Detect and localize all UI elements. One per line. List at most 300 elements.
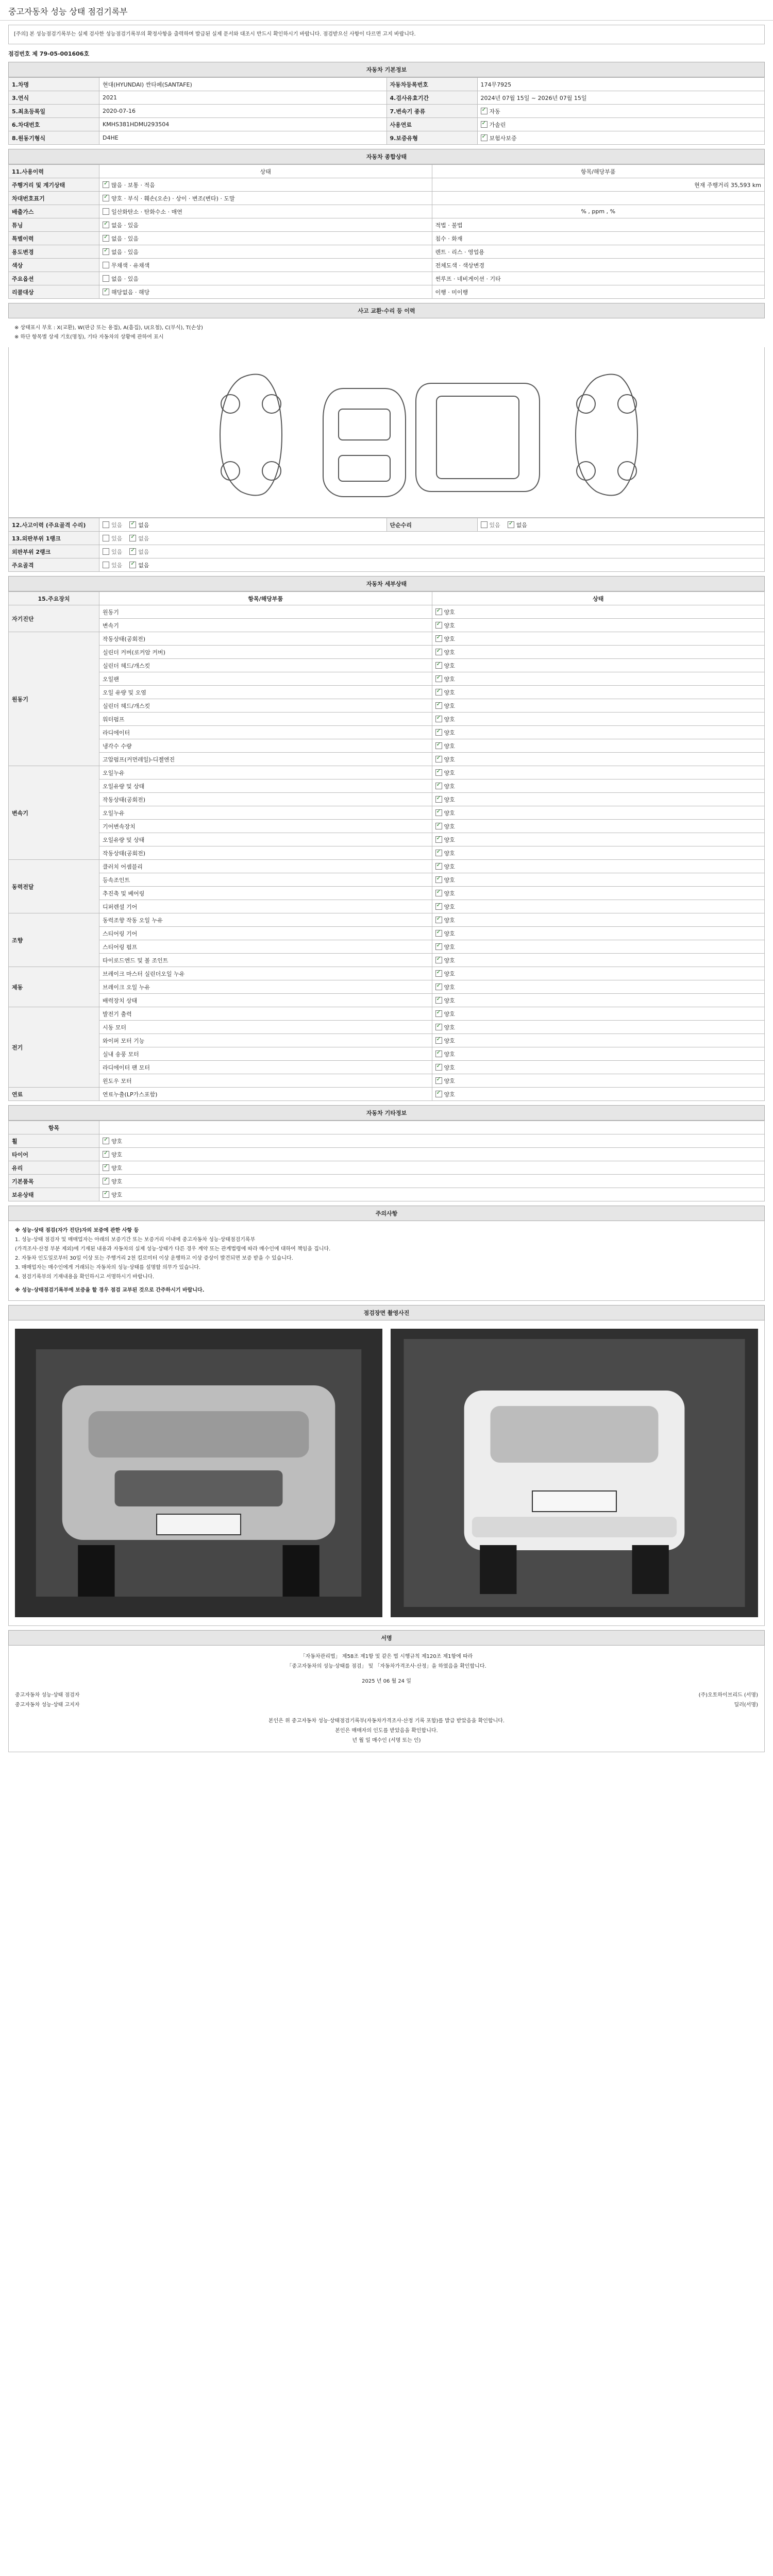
detail-item: 오일팬 [99, 672, 432, 686]
detail-group: 제동 [9, 967, 99, 1007]
photos-section [8, 1305, 765, 1626]
other-item: 유리 [9, 1161, 99, 1175]
check-icon [481, 108, 488, 114]
detail-status-text: 양호 [444, 943, 455, 951]
detail-row [9, 713, 765, 726]
detail-item: 실린더 커버(로커암 커버) [99, 646, 432, 659]
checkbox-icon [103, 262, 109, 268]
detail-item: 스티어링 펌프 [99, 940, 432, 954]
basic-v1-3: KMHS381HDMU293504 [99, 118, 386, 131]
detail-status-text: 양호 [444, 622, 455, 629]
detail-group: 원동기 [9, 632, 99, 766]
basic-v2-3 [477, 118, 764, 131]
damage-section [8, 303, 765, 572]
detail-row [9, 739, 765, 753]
overall-x-7: 전체도색 · 색상변경 [432, 259, 764, 272]
notes-title: 주의사항 [8, 1206, 765, 1221]
basic-v1-1: 2021 [99, 91, 386, 105]
detail-item: 작동상태(공회전) [99, 632, 432, 646]
exterior-value: 있음✓ 없음 [99, 532, 765, 545]
detail-status [432, 846, 764, 860]
checkbox-icon [103, 275, 109, 282]
detail-status [432, 873, 764, 887]
detail-row [9, 699, 765, 713]
signature-row-2 [15, 1700, 758, 1710]
detail-status-text: 양호 [444, 783, 455, 790]
mileage-options: 많음 · 보통 · 적음 [111, 181, 155, 189]
overall-x-2 [432, 192, 764, 205]
check-icon [435, 1050, 442, 1057]
detail-item: 추진축 및 베어링 [99, 887, 432, 900]
basic-v1-4: D4HE [99, 131, 386, 145]
detail-status [432, 779, 764, 793]
detail-status-text: 양호 [444, 970, 455, 977]
detail-status [432, 940, 764, 954]
basic-v2-4 [477, 131, 764, 145]
checkbox-icon [103, 208, 109, 215]
check-icon [435, 836, 442, 843]
overall-k-4: 튜닝 [9, 218, 99, 232]
fuel-value: 가솔린 [489, 121, 506, 128]
basic-k1-3: 6.차대번호 [9, 118, 99, 131]
accident-value: 있음✓ 없음 [99, 518, 386, 532]
detail-status [432, 753, 764, 766]
detail-status-text: 양호 [444, 1050, 455, 1058]
check-icon [435, 1091, 442, 1097]
detail-status-text: 양호 [444, 863, 455, 870]
check-icon [103, 235, 109, 242]
detail-item: 클러치 어셈블리 [99, 860, 432, 873]
other-status-text: 양호 [111, 1191, 123, 1198]
document-number: 점검번호 제 79-05-001606호 [8, 50, 90, 57]
signature-footer-1: 본인은 위 중고자동차 성능·상태점검기록부(자동차가격조사·산정 기록 포함)를 발급 받았음을 확인합니다. [268, 1718, 505, 1724]
dealer-label: 중고자동차 성능·상태 고지자 [15, 1702, 80, 1708]
detail-status [432, 619, 764, 632]
signature-footer-2: 본인은 매매자의 인도를 받았음을 확인합니다. [335, 1728, 438, 1734]
notes-heading: ※ 성능·상태 점검(자가 진단)자의 보증에 관한 사항 등 [15, 1228, 139, 1233]
detail-status-text: 양호 [444, 1024, 455, 1031]
detail-status [432, 739, 764, 753]
detail-item: 오일유량 및 상태 [99, 833, 432, 846]
simple-value: 있음✓ 없음 [477, 518, 764, 532]
detail-status-text: 양호 [444, 1010, 455, 1018]
overall-v-2 [99, 192, 432, 205]
check-icon [435, 863, 442, 870]
detail-item: 원동기 [99, 605, 432, 619]
detail-status [432, 887, 764, 900]
basic-v1-2: 2020-07-16 [99, 105, 386, 118]
warranty-value: 보험사보증 [489, 134, 517, 142]
damage-legend-1: ※ 상태표시 부호 : X(교환), W(판금 또는 용접), A(흠집), U(요철), C(부식), T(손상) [14, 325, 203, 331]
detail-status [432, 713, 764, 726]
other-section [8, 1105, 765, 1201]
detail-item: 변속기 [99, 619, 432, 632]
check-icon [435, 1024, 442, 1030]
basic-info-title: 자동차 기본정보 [8, 62, 765, 77]
detail-group: 동력전달 [9, 860, 99, 913]
signature-row-1 [15, 1690, 758, 1700]
detail-row [9, 1074, 765, 1088]
basic-info-section [8, 62, 765, 145]
notes-box [8, 1221, 765, 1301]
check-icon [435, 850, 442, 856]
detail-status-text: 양호 [444, 716, 455, 723]
overall-v-6 [99, 245, 432, 259]
detail-status-text: 양호 [444, 1091, 455, 1098]
other-status [99, 1148, 765, 1161]
check-icon [435, 876, 442, 883]
detail-item: 배력장치 상태 [99, 994, 432, 1007]
basic-k1-0: 1.차명 [9, 78, 99, 91]
overall-k-1: 주행거리 및 계기상태 [9, 178, 99, 192]
detail-status-text: 양호 [444, 823, 455, 830]
other-status-text: 양호 [111, 1138, 123, 1145]
other-row [9, 1175, 765, 1188]
overall-k-3: 배출가스 [9, 205, 99, 218]
detail-row [9, 980, 765, 994]
overall-k-8: 주요옵션 [9, 272, 99, 285]
checkbox-icon [103, 535, 109, 541]
check-icon [435, 689, 442, 696]
detail-item: 동력조향 작동 오일 누유 [99, 913, 432, 927]
accident-value-text: 없음 [138, 521, 149, 529]
other-item: 기본품목 [9, 1175, 99, 1188]
signature-line-2: 「중고자동차의 성능·상태를 점검」 및 「자동차가격조사·산정」을 하였음을 확인합니다. [287, 1664, 486, 1669]
check-icon [435, 716, 442, 722]
detail-status-text: 양호 [444, 689, 455, 696]
check-icon [435, 729, 442, 736]
detail-item: 시동 모터 [99, 1021, 432, 1034]
document-title: 중고자동차 성능 상태 점검기록부 [0, 0, 773, 21]
check-icon [435, 662, 442, 669]
overall-v-3 [99, 205, 432, 218]
check-icon [103, 1151, 109, 1158]
detail-status [432, 793, 764, 806]
detail-row [9, 672, 765, 686]
detail-item: 오일 유량 및 오염 [99, 686, 432, 699]
notes-emphasis: ※ 성능·상태점검기록부에 보증을 할 경우 점검 교부된 것으로 간주하시기 바랍니다. [15, 1287, 205, 1293]
detail-item: 워터펌프 [99, 713, 432, 726]
check-icon [103, 289, 109, 295]
detail-item: 작동상태(공회전) [99, 846, 432, 860]
check-icon [481, 121, 488, 128]
detail-status [432, 833, 764, 846]
detail-status [432, 632, 764, 646]
detail-status [432, 806, 764, 820]
car-outline-svg [9, 347, 764, 517]
exterior-label: 13.외판부위 1랭크 [9, 532, 99, 545]
check-icon [103, 1164, 109, 1171]
check-icon [435, 903, 442, 910]
check-icon [435, 930, 442, 937]
signature-date: 2025 년 06 월 24 일 [362, 1679, 411, 1684]
detail-row [9, 954, 765, 967]
detail-status [432, 659, 764, 672]
detail-status [432, 1021, 764, 1034]
detail-status-text: 양호 [444, 876, 455, 884]
signature-title: 서명 [8, 1630, 765, 1646]
detail-status [432, 646, 764, 659]
check-icon [129, 535, 136, 541]
detail-status [432, 672, 764, 686]
simple-label: 단순수리 [386, 518, 477, 532]
dealer-value: 딜러(서명) [734, 1702, 758, 1708]
detail-status [432, 860, 764, 873]
other-item: 보유상태 [9, 1188, 99, 1201]
checkbox-icon [103, 562, 109, 568]
inspector-value: (주)오토하이브리드 (서명) [698, 1692, 758, 1698]
basic-v2-0: 174무7925 [477, 78, 764, 91]
check-icon [129, 562, 136, 568]
detail-col-0: 15.주요장치 [9, 592, 99, 605]
detail-item: 연료누출(LP가스포함) [99, 1088, 432, 1101]
other-item: 휠 [9, 1134, 99, 1148]
detail-item: 디퍼렌셜 기어 [99, 900, 432, 913]
basic-v1-0: 현대(HYUNDAI) 싼타페(SANTAFE) [99, 78, 386, 91]
check-icon [103, 222, 109, 228]
detail-status [432, 980, 764, 994]
car-damage-diagram [8, 347, 765, 518]
overall-x-5: 침수 · 화재 [432, 232, 764, 245]
detail-body [9, 605, 765, 1101]
detail-status-text: 양호 [444, 984, 455, 991]
detail-item: 실린더 헤드/개스킷 [99, 659, 432, 672]
overall-v-9 [99, 285, 432, 299]
detail-status [432, 686, 764, 699]
basic-k1-2: 5.최초등록일 [9, 105, 99, 118]
check-icon [435, 809, 442, 816]
detail-status [432, 954, 764, 967]
notes-line-2: 2. 자동차 인도일로부터 30일 이상 또는 주행거리 2천 킬로미터 이상 운행하고 이상 증상이 발견되면 보증 받을 수 있습니다. [15, 1256, 293, 1261]
detail-status-text: 양호 [444, 836, 455, 843]
other-row [9, 1134, 765, 1148]
detail-status-text: 양호 [444, 890, 455, 897]
detail-status-text: 양호 [444, 756, 455, 763]
vin-options: 양호 · 부식 · 훼손(오손) · 상이 · 변조(변타) · 도말 [111, 195, 235, 202]
overall-title: 자동차 종합상태 [8, 149, 765, 164]
detail-item: 오일유량 및 상태 [99, 779, 432, 793]
detail-row [9, 887, 765, 900]
color-options: 무채색 · 유채색 [111, 262, 150, 269]
detail-row [9, 967, 765, 980]
other-body [9, 1134, 765, 1201]
basic-v2-2 [477, 105, 764, 118]
detail-status [432, 1088, 764, 1101]
overall-x-6: 렌트 · 리스 · 영업용 [432, 245, 764, 259]
overall-k-0: 11.사용이력 [9, 165, 99, 178]
overall-k-2: 차대번호표기 [9, 192, 99, 205]
detail-row [9, 860, 765, 873]
check-icon [435, 943, 442, 950]
basic-k2-0: 자동차등록번호 [386, 78, 477, 91]
detail-row [9, 1007, 765, 1021]
detail-section [8, 576, 765, 1101]
damage-legend [8, 318, 765, 347]
overall-v-4 [99, 218, 432, 232]
overall-v-8 [99, 272, 432, 285]
detail-item: 발전기 출력 [99, 1007, 432, 1021]
notice-box: [주의] 본 성능점검기록부는 실제 검사한 성능점검기록부의 확정사항을 출력하며 발급된 실제 문서와 대조시 반드시 확인하시기 바랍니다. 점검받으신 사항이 다르면 고지 바랍니다. [8, 25, 765, 44]
check-icon [435, 1037, 442, 1044]
check-icon [435, 769, 442, 776]
detail-status-text: 양호 [444, 809, 455, 817]
detail-status-text: 양호 [444, 649, 455, 656]
simple-value-text: 없음 [516, 521, 528, 529]
detail-item: 실린더 헤드/개스킷 [99, 699, 432, 713]
signature-box [8, 1646, 765, 1752]
detail-status [432, 967, 764, 980]
detail-group: 연료 [9, 1088, 99, 1101]
basic-k2-4: 9.보증유형 [386, 131, 477, 145]
detail-row [9, 873, 765, 887]
overall-v-7 [99, 259, 432, 272]
detail-col-2: 상태 [432, 592, 764, 605]
detail-item: 라디에이터 팬 모터 [99, 1061, 432, 1074]
frame-value-text: 없음 [138, 562, 149, 569]
detail-item: 스티어링 기어 [99, 927, 432, 940]
detail-row [9, 646, 765, 659]
check-icon [435, 823, 442, 829]
detail-status-text: 양호 [444, 1037, 455, 1044]
overall-x-0: 항목/해당부품 [432, 165, 764, 178]
detail-row [9, 846, 765, 860]
detail-row [9, 686, 765, 699]
overall-k-5: 특별이력 [9, 232, 99, 245]
overall-v-1 [99, 178, 432, 192]
notes-section [8, 1206, 765, 1301]
overall-table [8, 164, 765, 299]
check-icon [129, 548, 136, 555]
signature-line-1: 「자동차관리법」 제58조 제1항 및 같은 법 시행규칙 제120조 제1항에 따라 [300, 1654, 473, 1659]
photo-front-svg [15, 1329, 382, 1617]
check-icon [435, 675, 442, 682]
check-icon [435, 997, 442, 1004]
detail-status-text: 양호 [444, 675, 455, 683]
check-icon [129, 521, 136, 528]
detail-row [9, 779, 765, 793]
accident-label: 12.사고이력 (주요골격 수리) [9, 518, 99, 532]
other-header-2 [99, 1121, 765, 1134]
detail-status-text: 양호 [444, 608, 455, 616]
detail-status [432, 1007, 764, 1021]
frame-label: 주요골격 [9, 558, 99, 572]
photo-row [8, 1320, 765, 1626]
check-icon [481, 134, 488, 141]
exterior2-value: 있음✓ 없음 [99, 545, 765, 558]
detail-row [9, 659, 765, 672]
overall-x-3: % , ppm , % [432, 205, 764, 218]
detail-item: 오일누유 [99, 766, 432, 779]
other-status-text: 양호 [111, 1164, 123, 1172]
damage-legend-2: ※ 하단 항목별 상세 기호(명칭), 기타 자동차의 상황에 관하여 표시 [14, 334, 164, 340]
detail-item: 브레이크 오일 누유 [99, 980, 432, 994]
detail-status [432, 900, 764, 913]
detail-status-text: 양호 [444, 957, 455, 964]
checkbox-icon [103, 548, 109, 555]
detail-status [432, 605, 764, 619]
detail-row [9, 753, 765, 766]
basic-k2-1: 4.검사유효기간 [386, 91, 477, 105]
notes-line-1: (가격조사·산정 부분 제외)에 기재된 내용과 자동차의 실제 성능·상태가 다른 경우 계약 또는 관계법령에 따라 매수인에 대하여 책임을 집니다. [15, 1246, 331, 1252]
notes-line-3: 3. 매매업자는 매수인에게 거래되는 자동차의 성능·상태를 설명할 의무가 있습니다. [15, 1265, 201, 1270]
check-icon [435, 890, 442, 896]
detail-group: 자기진단 [9, 605, 99, 632]
check-icon [435, 1010, 442, 1017]
inspection-photo-rear [391, 1329, 758, 1617]
check-icon [435, 796, 442, 803]
detail-item: 고압펌프(커먼레일)-디젤엔진 [99, 753, 432, 766]
overall-k-9: 리콜대상 [9, 285, 99, 299]
overall-section [8, 149, 765, 299]
notes-line-4: 4. 점검기록부의 기재내용을 확인하시고 서명하시기 바랍니다. [15, 1274, 155, 1280]
detail-row [9, 1021, 765, 1034]
other-row [9, 1161, 765, 1175]
basic-info-table [8, 77, 765, 145]
detail-status [432, 913, 764, 927]
basic-k2-3: 사용연료 [386, 118, 477, 131]
basic-k2-2: 7.변속기 종류 [386, 105, 477, 118]
detail-item: 등속조인트 [99, 873, 432, 887]
detail-row [9, 605, 765, 619]
check-icon [435, 622, 442, 629]
detail-item: 브레이크 마스터 실린더오일 누유 [99, 967, 432, 980]
other-status [99, 1161, 765, 1175]
check-icon [103, 195, 109, 201]
detail-status [432, 699, 764, 713]
check-icon [435, 1064, 442, 1071]
overall-k-6: 용도변경 [9, 245, 99, 259]
detail-row [9, 806, 765, 820]
check-icon [435, 702, 442, 709]
detail-row [9, 793, 765, 806]
inspection-photo-front [15, 1329, 382, 1617]
detail-status [432, 820, 764, 833]
detail-item: 작동상태(공회전) [99, 793, 432, 806]
detail-status-text: 양호 [444, 742, 455, 750]
detail-row [9, 833, 765, 846]
detail-status-text: 양호 [444, 702, 455, 709]
detail-status [432, 927, 764, 940]
check-icon [103, 1138, 109, 1144]
detail-status-text: 양호 [444, 769, 455, 776]
detail-row [9, 1088, 765, 1101]
notes-line-0: 1. 성능·상태 점검자 및 매매업자는 아래의 보증기간 또는 보증거리 이내에 중고자동차 성능·상태점검기록부 [15, 1237, 256, 1243]
damage-title: 사고 교환·수리 등 이력 [8, 303, 765, 318]
inspector-label: 중고자동차 성능·상태 점검자 [15, 1692, 80, 1698]
overall-x-1: 현재 주행거리 35,593 km [432, 178, 764, 192]
other-row [9, 1148, 765, 1161]
options-options: 없음 · 있음 [111, 275, 139, 282]
exterior2-label: 외판부위 2랭크 [9, 545, 99, 558]
other-status [99, 1188, 765, 1201]
other-status-text: 양호 [111, 1178, 123, 1185]
detail-status [432, 766, 764, 779]
signature-footer-3: 년 월 일 매수인 (서명 또는 인) [352, 1738, 421, 1743]
overall-x-8: 썬루프 · 네비게이션 · 기타 [432, 272, 764, 285]
detail-row [9, 940, 765, 954]
basic-k1-1: 3.연식 [9, 91, 99, 105]
check-icon [435, 649, 442, 655]
check-icon [435, 917, 442, 923]
other-title: 자동차 기타정보 [8, 1105, 765, 1121]
photos-title: 점검장면 촬영사진 [8, 1305, 765, 1320]
detail-row [9, 1034, 765, 1047]
detail-status-text: 양호 [444, 729, 455, 736]
detail-row [9, 900, 765, 913]
detail-status-text: 양호 [444, 903, 455, 910]
detail-item: 라디에이터 [99, 726, 432, 739]
check-icon [435, 608, 442, 615]
